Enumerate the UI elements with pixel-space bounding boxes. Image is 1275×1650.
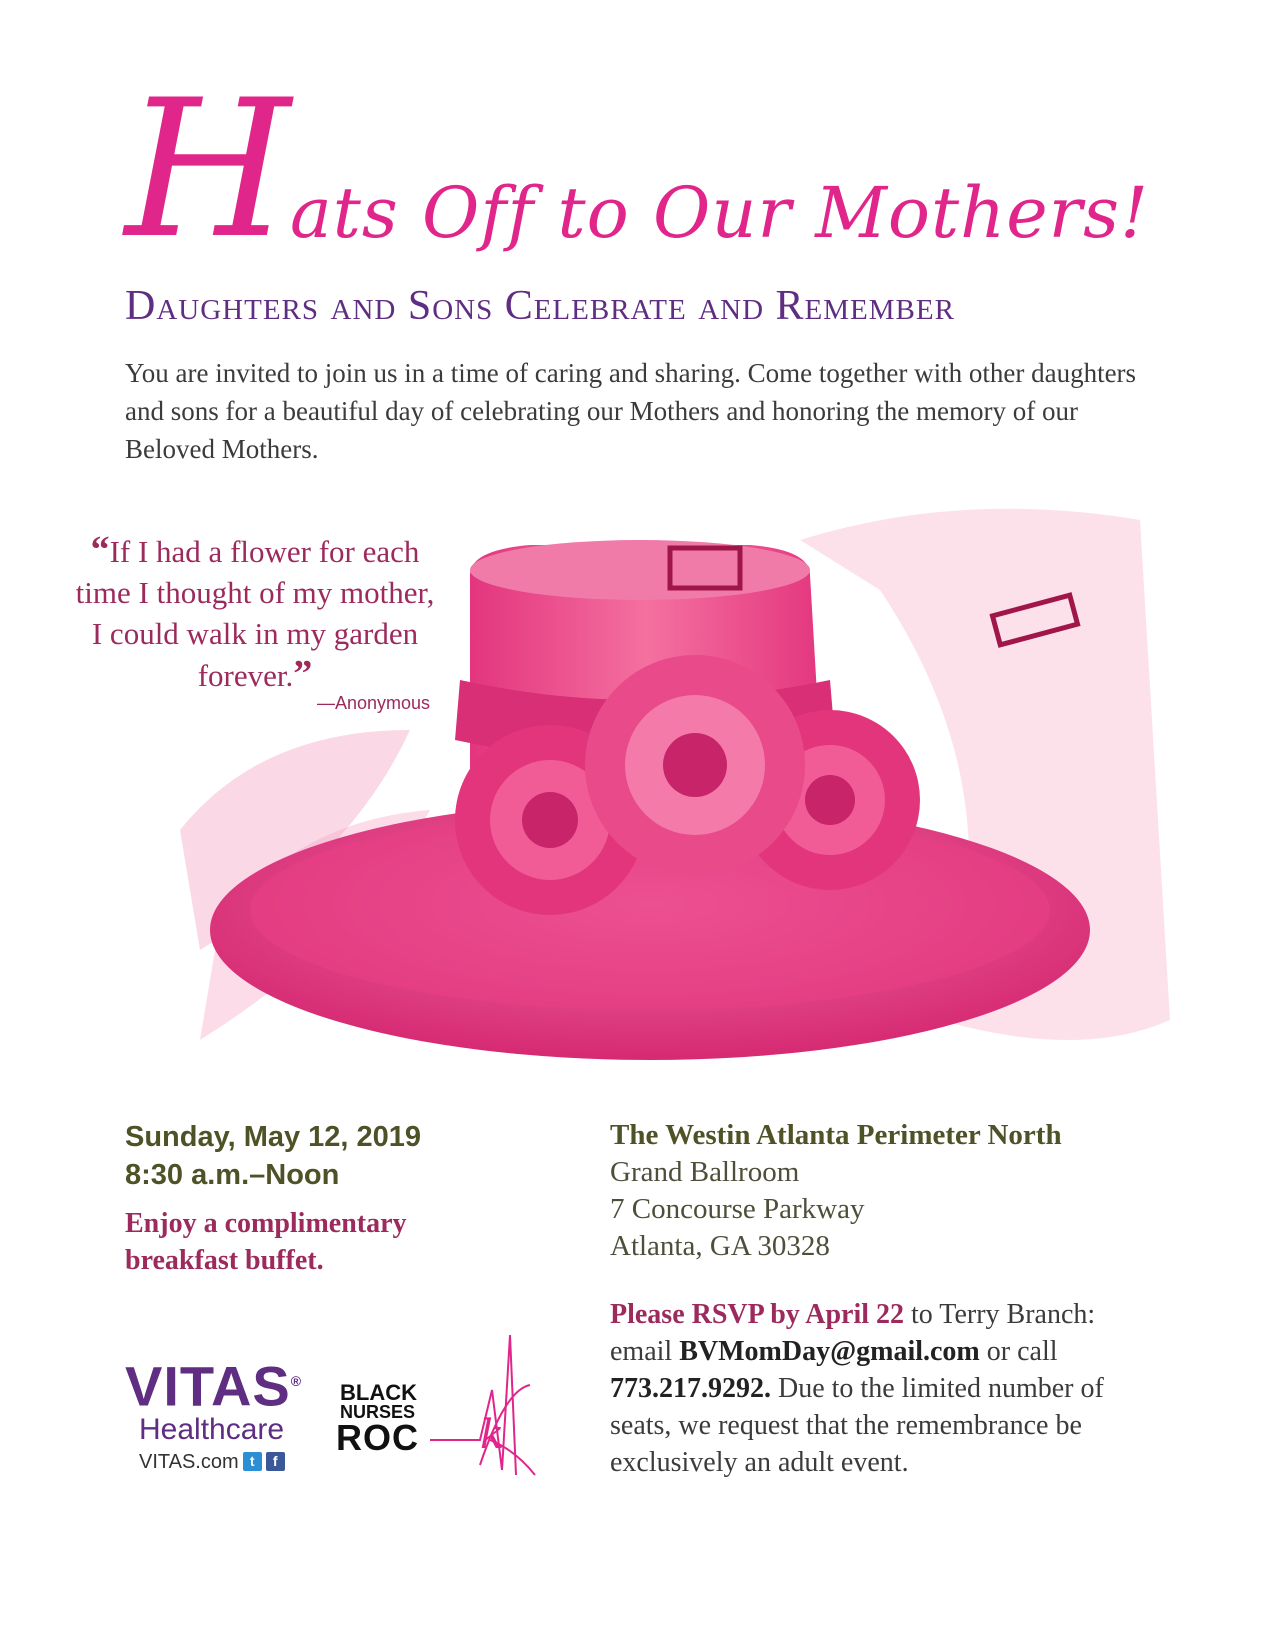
rsvp-contact: to Terry Branch: email [610, 1299, 1096, 1367]
rsvp-deadline: Please RSVP by April 22 [610, 1299, 905, 1330]
quote-text: If I had a flower for each time I thought of my mother, I could walk in my garden forever. [75, 534, 435, 693]
bnr-black: BLACK [340, 1380, 417, 1405]
black-nurses-rock-logo [330, 1330, 540, 1480]
event-date: Sunday, May 12, 2019 [125, 1121, 422, 1153]
venue-address [610, 1117, 1062, 1265]
vitas-name: VITAS [125, 1354, 291, 1418]
bnr-k: k [480, 1412, 505, 1458]
close-quote-mark: ” [293, 653, 313, 695]
venue-street: 7 Concourse Parkway [610, 1193, 865, 1225]
facebook-icon[interactable]: f [266, 1452, 285, 1471]
rsvp-email[interactable]: BVMomDay@gmail.com [679, 1336, 980, 1367]
venue-name: The Westin Atlanta Perimeter North [610, 1119, 1062, 1151]
twitter-icon[interactable]: t [243, 1452, 262, 1471]
subtitle: Daughters and Sons Celebrate and Remember [125, 283, 955, 329]
vitas-logo [125, 1355, 305, 1477]
bnr-roc: ROC [336, 1417, 419, 1458]
venue-room: Grand Ballroom [610, 1156, 800, 1188]
title-initial: H [125, 59, 291, 280]
quote [70, 530, 440, 696]
rsvp-or-call: or call [979, 1336, 1058, 1367]
event-time: 8:30 a.m.–Noon [125, 1159, 340, 1191]
flyer-title [125, 59, 1175, 280]
quote-attribution: —Anonymous [316, 693, 430, 713]
title-text: ats Off to Our Mothers! [290, 172, 1150, 254]
rsvp-phone[interactable]: 773.217.9292. [610, 1373, 771, 1404]
open-quote-mark: “ [90, 529, 110, 571]
vitas-registered-mark: ® [290, 1373, 303, 1389]
bnr-nurses: NURSES [340, 1402, 416, 1422]
rsvp-info [610, 1296, 1150, 1481]
vitas-subtitle: Healthcare [139, 1412, 285, 1446]
event-datetime [125, 1118, 421, 1194]
intro-paragraph: You are invited to join us in a time of caring and sharing. Come together with other daughters and sons for a beautiful day of celebrating our Mothers and honoring the memory of our Beloved Mothers. [125, 358, 1137, 464]
venue-city: Atlanta, GA 30328 [610, 1230, 830, 1262]
breakfast-note: Enjoy a complimentary breakfast buffet. [125, 1208, 407, 1276]
rsvp-note: Due to the limited number of seats, we request that the remembrance be exclusively an adult event. [610, 1373, 1104, 1478]
vitas-website[interactable]: VITAS.com [139, 1450, 239, 1473]
